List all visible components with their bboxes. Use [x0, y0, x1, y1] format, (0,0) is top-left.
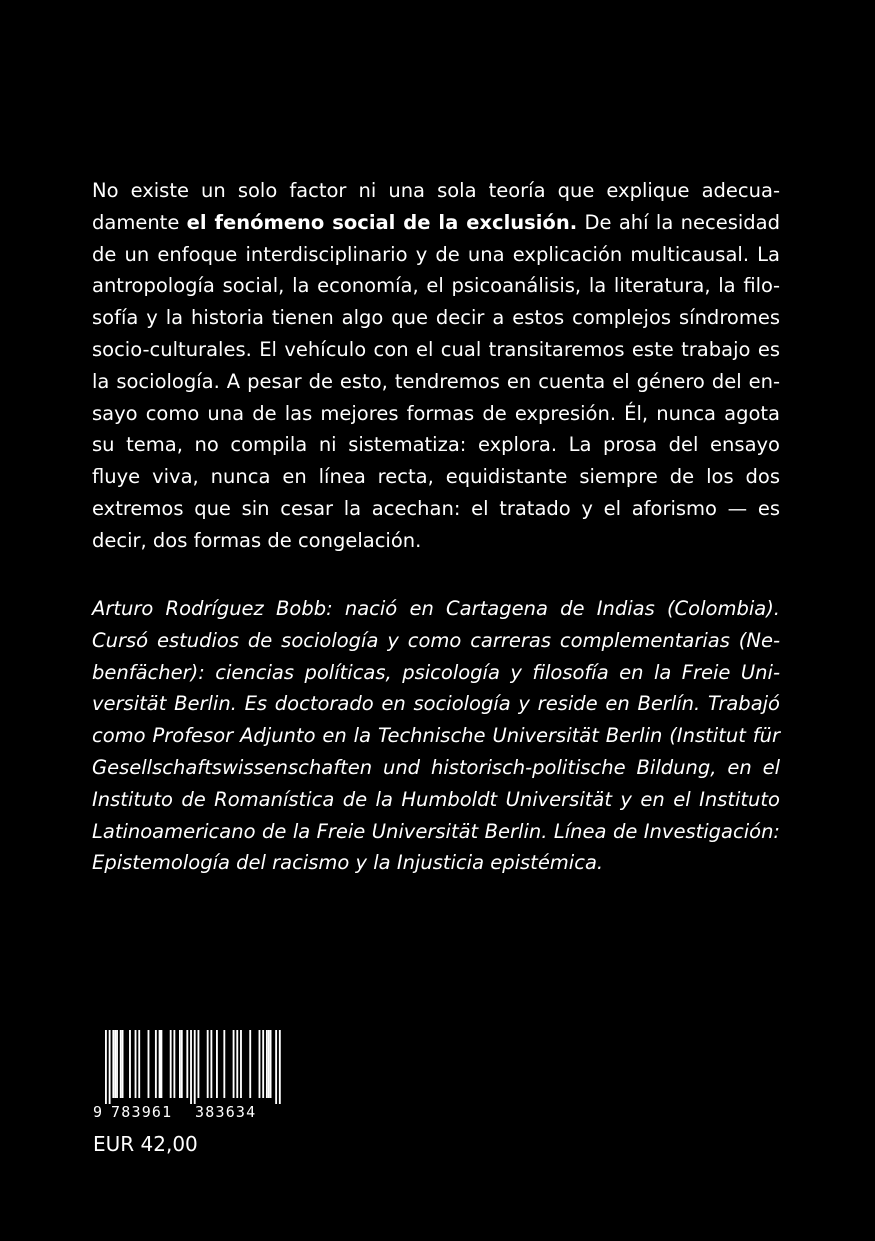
barcode-bar: [270, 1030, 272, 1098]
price-label: EUR 42,00: [93, 1132, 198, 1156]
barcode-bar: [210, 1030, 212, 1098]
barcode-left-digits: 783961: [111, 1103, 173, 1120]
barcode-guard-bar: [190, 1030, 192, 1104]
barcode-bar: [116, 1030, 118, 1098]
barcode-bar: [148, 1030, 150, 1098]
barcode-bar: [122, 1030, 124, 1098]
blurb-paragraph: [92, 175, 780, 557]
barcode-bar: [240, 1030, 242, 1098]
barcode-bar: [181, 1030, 183, 1098]
barcode-bar: [179, 1030, 181, 1098]
barcode-bar: [170, 1030, 172, 1098]
barcode-bar: [173, 1030, 175, 1098]
barcode-bar: [266, 1030, 268, 1098]
barcode-bar: [138, 1030, 140, 1098]
barcode-bar: [262, 1030, 264, 1098]
barcode-bar: [135, 1030, 137, 1098]
barcode-guard-bar: [194, 1030, 196, 1104]
barcode-bar: [268, 1030, 270, 1098]
barcode-right-digits: 383634: [195, 1103, 257, 1120]
barcode-guard-bar: [279, 1030, 281, 1104]
barcode-bar: [120, 1030, 122, 1098]
barcode-bar: [112, 1030, 114, 1098]
barcode-guard-bar: [109, 1030, 111, 1104]
barcode-bar: [223, 1030, 225, 1098]
barcode-bar: [236, 1030, 238, 1098]
barcode-bar: [198, 1030, 200, 1098]
barcode-bar: [114, 1030, 116, 1098]
barcode-graphic: [93, 1028, 285, 1120]
barcode-bar: [129, 1030, 131, 1098]
barcode-first-digit: 9: [93, 1103, 103, 1120]
blurb-text-end: De ahí la necesidad de un enfoque interdisciplinario y de una explicación multicausal. La antropología social, la economía, el psicoanálisis, la literatura, la filosofía y la historia tienen algo que decir a estos complejos síndromes socio-culturales. El vehículo con el cual transitaremos este trabajo es la sociología. A pesar de esto, tendremos en cuenta el género del ensayo como una de las mejores formas de expresión. Él, nunca agota su tema, no compila ni sistematiza: explora. La prosa del ensayo fluye viva, nunca en línea recta, equidistante siempre de los dos extremos que sin cesar la acechan: el tratado y el aforismo — es decir, dos formas de congelación.: [92, 210, 780, 552]
isbn-barcode: [93, 1028, 285, 1120]
barcode-bar: [159, 1030, 161, 1098]
barcode-bars: [105, 1030, 281, 1104]
barcode-guard-bar: [105, 1030, 107, 1104]
barcode-bar: [249, 1030, 251, 1098]
barcode-bar: [207, 1030, 209, 1098]
blurb-bold-phrase: el fenómeno social de la exclusión.: [186, 210, 578, 234]
barcode-bar: [216, 1030, 218, 1098]
blurb-text-start: No existe un solo factor ni una sola teoría que explique adecuadamente: [92, 179, 780, 234]
barcode-bar: [161, 1030, 163, 1098]
barcode-bar: [155, 1030, 157, 1098]
author-bio: Arturo Rodríguez Bobb: nació en Cartagena de Indias (Colombia). Cursó estudios de sociología y como carreras complementarias (Nebenfächer): ciencias políticas, psicología y filosofía en la Freie Universität Berlin. Es doctorado en sociología y reside en Berlín. Trabajó como Profesor Adjunto en la Technische Universität Berlin (Institut für Gesellschaftswissenschaften und historisch-politische Bildung, en el Instituto de Romanística de la Humboldt Universität y en el Instituto Latinoamericano de la Freie Universität Berlin. Línea de Investigación: Epistemología del racismo y la Injusticia epistémica.: [92, 597, 780, 875]
barcode-guard-bar: [275, 1030, 277, 1104]
barcode-bar: [259, 1030, 261, 1098]
barcode-bar: [186, 1030, 188, 1098]
barcode-bar: [233, 1030, 235, 1098]
